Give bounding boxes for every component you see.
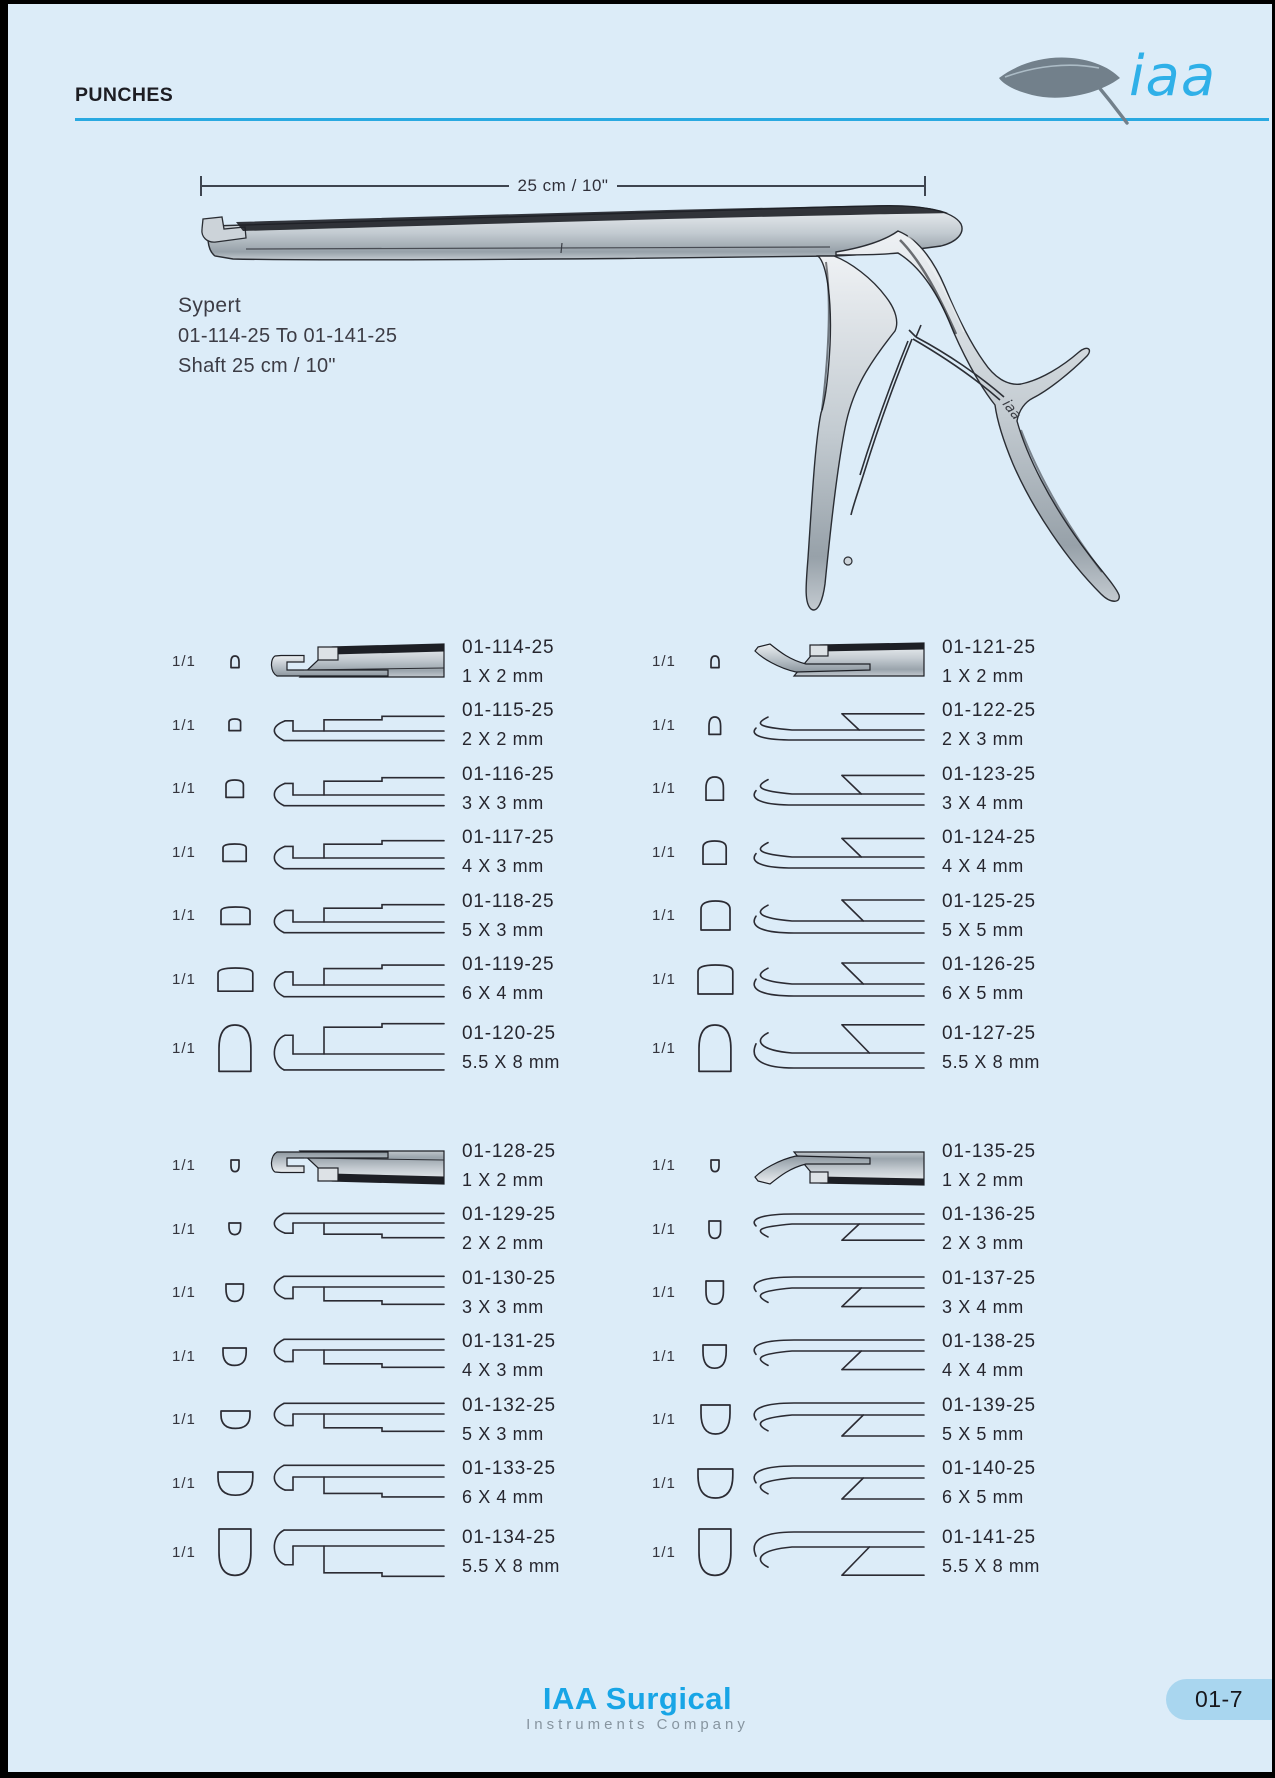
scale-label: 1/1 — [172, 1039, 196, 1057]
product-code: 01-115-25 — [462, 700, 555, 722]
product-code: 01-133-25 — [462, 1458, 556, 1480]
jaw-illustration — [266, 1263, 450, 1323]
product-code: 01-126-25 — [942, 954, 1036, 976]
product-code: 01-135-25 — [942, 1140, 1036, 1162]
product-code: 01-114-25 — [462, 636, 555, 658]
jaw-illustration — [266, 1522, 450, 1582]
scale-label: 1/1 — [652, 716, 676, 734]
jaw-illustration — [266, 632, 450, 692]
jaw-illustration — [746, 695, 930, 755]
scale-label: 1/1 — [652, 1474, 676, 1492]
product-size: 1 X 2 mm — [462, 665, 544, 686]
product-code: 01-128-25 — [462, 1140, 556, 1162]
tip-profile-icon — [688, 1343, 742, 1370]
jaw-illustration — [746, 886, 930, 946]
product-code: 01-134-25 — [462, 1527, 556, 1548]
jaw-illustration — [746, 1018, 930, 1078]
scale-label: 1/1 — [172, 1157, 196, 1175]
tip-profile-icon — [688, 1403, 742, 1436]
tip-profile-icon — [208, 1346, 262, 1367]
scale-label: 1/1 — [652, 1039, 676, 1057]
jaw-illustration — [266, 886, 450, 946]
tip-profile-icon — [688, 1279, 742, 1306]
tip-profile-icon — [688, 1219, 742, 1240]
product-code: 01-121-25 — [942, 636, 1036, 658]
product-row — [652, 821, 1132, 885]
scale-label: 1/1 — [172, 970, 196, 988]
product-row — [652, 1261, 1132, 1325]
jaw-illustration — [746, 949, 930, 1009]
product-size: 1 X 2 mm — [942, 665, 1024, 686]
product-size: 2 X 3 mm — [942, 729, 1024, 750]
tip-profile-icon — [688, 899, 742, 932]
jaw-illustration — [266, 1018, 450, 1078]
product-code: 01-124-25 — [942, 827, 1036, 849]
instrument-engraving: iaa — [998, 396, 1025, 424]
product-code: 01-130-25 — [462, 1267, 556, 1289]
product-text — [462, 700, 554, 750]
tip-profile-icon — [208, 1221, 262, 1237]
group-upbite-straight — [172, 630, 652, 1085]
instrument-moving-handle — [806, 256, 897, 610]
group-downbite-40deg — [652, 1134, 1132, 1589]
tip-profile-icon — [208, 905, 262, 926]
product-text — [462, 954, 554, 1004]
product-size: 3 X 3 mm — [462, 792, 544, 813]
tip-profile-icon — [688, 775, 742, 802]
product-size: 3 X 3 mm — [462, 1296, 544, 1317]
instrument-fixed-handle — [836, 231, 1119, 601]
jaw-illustration — [266, 1453, 450, 1513]
tip-profile-icon — [208, 1282, 262, 1303]
jaw-illustration — [266, 822, 450, 882]
jaw-illustration — [746, 759, 930, 819]
product-text — [942, 1331, 1036, 1381]
tip-profile-icon — [208, 966, 262, 993]
product-code: 01-136-25 — [942, 1204, 1036, 1226]
feather-icon — [995, 50, 1145, 132]
scale-label: 1/1 — [172, 1411, 196, 1429]
jaw-illustration — [266, 1199, 450, 1259]
product-size: 2 X 3 mm — [942, 1233, 1024, 1254]
scale-label: 1/1 — [172, 653, 196, 671]
tip-profile-icon — [208, 842, 262, 863]
product-text — [942, 764, 1036, 814]
product-row — [172, 1515, 652, 1589]
product-code: 01-141-25 — [942, 1527, 1036, 1548]
product-row — [652, 1198, 1132, 1262]
product-shaft-length: Shaft 25 cm / 10" — [178, 355, 336, 377]
product-text — [462, 1527, 560, 1577]
jaw-illustration — [266, 695, 450, 755]
product-code: 01-122-25 — [942, 700, 1036, 722]
product-text — [462, 1458, 556, 1508]
product-row — [172, 821, 652, 885]
product-code: 01-140-25 — [942, 1458, 1036, 1480]
product-size: 5.5 X 8 mm — [942, 1052, 1041, 1072]
product-size: 2 X 2 mm — [462, 1233, 544, 1254]
product-code: 01-127-25 — [942, 1023, 1036, 1044]
jaw-illustration — [746, 1199, 930, 1259]
jaw-illustration — [266, 1390, 450, 1450]
product-row — [172, 1325, 652, 1389]
tip-profile-icon — [208, 1470, 262, 1497]
product-code: 01-138-25 — [942, 1331, 1036, 1353]
jaw-illustration — [266, 759, 450, 819]
tip-profile-icon — [208, 1023, 262, 1073]
scale-label: 1/1 — [652, 780, 676, 798]
product-code: 01-120-25 — [462, 1023, 556, 1044]
scale-label: 1/1 — [652, 1157, 676, 1175]
product-row — [172, 948, 652, 1012]
product-code: 01-131-25 — [462, 1331, 556, 1353]
jaw-illustration — [746, 632, 930, 692]
tip-profile-icon — [688, 715, 742, 736]
product-size: 4 X 4 mm — [942, 856, 1024, 877]
page-frame-left — [0, 0, 8, 1778]
product-size: 6 X 5 mm — [942, 983, 1024, 1004]
jaw-illustration — [266, 1136, 450, 1196]
product-row — [172, 694, 652, 758]
tip-profile-icon — [688, 1158, 742, 1174]
tip-profile-icon — [688, 1467, 742, 1500]
scale-label: 1/1 — [172, 1474, 196, 1492]
product-size: 4 X 3 mm — [462, 856, 544, 877]
product-row — [172, 1198, 652, 1262]
group-upbite-40deg — [652, 630, 1132, 1085]
catalog-section-downbite — [172, 1134, 1182, 1589]
jaw-illustration — [746, 1522, 930, 1582]
product-size: 5.5 X 8 mm — [942, 1556, 1041, 1576]
scale-label: 1/1 — [172, 843, 196, 861]
page-frame-top — [0, 0, 1275, 4]
tip-profile-icon — [208, 654, 262, 670]
footer-tagline: Instruments Company — [526, 1716, 749, 1733]
brand-logo — [995, 40, 1245, 132]
product-size: 5 X 5 mm — [942, 919, 1024, 940]
product-text — [942, 1458, 1036, 1508]
product-row — [652, 884, 1132, 948]
product-size: 6 X 5 mm — [942, 1487, 1024, 1508]
product-row — [172, 884, 652, 948]
page-title: PUNCHES — [75, 84, 174, 106]
tip-profile-icon — [208, 1158, 262, 1174]
product-size: 6 X 4 mm — [462, 1487, 544, 1508]
product-code: 01-132-25 — [462, 1394, 556, 1416]
jaw-illustration — [266, 1326, 450, 1386]
product-row — [172, 630, 652, 694]
tip-profile-icon — [688, 654, 742, 670]
page-number-badge — [1166, 1679, 1272, 1720]
tip-profile-icon — [208, 1409, 262, 1430]
product-info — [178, 294, 397, 378]
group-downbite-straight — [172, 1134, 652, 1589]
product-code: 01-137-25 — [942, 1267, 1036, 1289]
product-code: 01-139-25 — [942, 1394, 1036, 1416]
footer-brand: IAA Surgical — [542, 1681, 733, 1716]
jaw-illustration — [746, 1326, 930, 1386]
product-code: 01-116-25 — [462, 763, 555, 785]
scale-label: 1/1 — [652, 907, 676, 925]
product-text — [942, 1395, 1036, 1445]
product-text — [942, 827, 1036, 877]
brand-logo-text: iaa — [1129, 44, 1217, 109]
instrument-tip-hook — [202, 217, 246, 242]
page-number: 01-7 — [1194, 1686, 1244, 1712]
tip-profile-icon — [208, 778, 262, 799]
product-size: 2 X 2 mm — [462, 729, 544, 750]
product-size: 1 X 2 mm — [942, 1169, 1024, 1190]
scale-label: 1/1 — [652, 1411, 676, 1429]
product-row — [652, 757, 1132, 821]
product-size: 6 X 4 mm — [462, 983, 544, 1004]
page-frame-bottom — [0, 1772, 1275, 1778]
jaw-illustration — [746, 1390, 930, 1450]
scale-label: 1/1 — [172, 907, 196, 925]
product-row — [652, 1515, 1132, 1589]
product-code: 01-129-25 — [462, 1204, 556, 1226]
scale-label: 1/1 — [172, 1284, 196, 1302]
scale-label: 1/1 — [172, 1543, 196, 1561]
product-text — [462, 1141, 556, 1191]
tip-profile-icon — [208, 717, 262, 733]
scale-label: 1/1 — [652, 843, 676, 861]
product-size: 1 X 2 mm — [462, 1169, 544, 1190]
product-text — [462, 1268, 556, 1318]
jaw-illustration — [746, 822, 930, 882]
product-size: 5 X 3 mm — [462, 1423, 544, 1444]
product-text — [942, 954, 1036, 1004]
product-size: 4 X 4 mm — [942, 1360, 1024, 1381]
product-size: 5 X 5 mm — [942, 1423, 1024, 1444]
product-text — [942, 637, 1036, 687]
product-text — [462, 1395, 556, 1445]
scale-label: 1/1 — [172, 1220, 196, 1238]
scale-label: 1/1 — [652, 1543, 676, 1561]
jaw-illustration — [746, 1453, 930, 1513]
product-text — [942, 1268, 1036, 1318]
product-code: 01-125-25 — [942, 890, 1036, 912]
product-text — [462, 1331, 556, 1381]
product-code: 01-123-25 — [942, 763, 1036, 785]
product-text — [942, 1141, 1036, 1191]
product-row — [652, 630, 1132, 694]
product-size: 3 X 4 mm — [942, 792, 1024, 813]
product-row — [652, 1011, 1132, 1085]
product-row — [652, 1452, 1132, 1516]
scale-label: 1/1 — [652, 653, 676, 671]
product-code: 01-117-25 — [462, 827, 555, 849]
product-text — [942, 1204, 1036, 1254]
product-text — [462, 1204, 556, 1254]
tip-profile-icon — [688, 1023, 742, 1073]
scale-label: 1/1 — [652, 970, 676, 988]
dimension-label: 25 cm / 10" — [517, 176, 609, 195]
product-text — [942, 1527, 1040, 1577]
scale-label: 1/1 — [652, 1284, 676, 1302]
product-row — [652, 1388, 1132, 1452]
product-text — [942, 700, 1036, 750]
jaw-illustration — [266, 949, 450, 1009]
product-text — [462, 637, 554, 687]
product-row — [172, 1011, 652, 1085]
product-row — [652, 1325, 1132, 1389]
scale-label: 1/1 — [652, 1220, 676, 1238]
product-row — [652, 948, 1132, 1012]
scale-label: 1/1 — [172, 716, 196, 734]
product-row — [172, 1134, 652, 1198]
product-text — [462, 1023, 560, 1073]
scale-label: 1/1 — [172, 780, 196, 798]
scale-label: 1/1 — [652, 1347, 676, 1365]
product-row — [172, 1388, 652, 1452]
product-size: 3 X 4 mm — [942, 1296, 1024, 1317]
jaw-illustration — [746, 1136, 930, 1196]
product-text — [942, 1023, 1040, 1073]
product-size: 4 X 3 mm — [462, 1360, 544, 1381]
product-row — [172, 1452, 652, 1516]
product-text — [462, 891, 554, 941]
product-size: 5 X 3 mm — [462, 919, 544, 940]
product-row — [172, 1261, 652, 1325]
product-text — [462, 764, 554, 814]
product-row — [652, 1134, 1132, 1198]
instrument-illustration — [195, 180, 1140, 640]
scale-label: 1/1 — [172, 1347, 196, 1365]
product-row — [652, 694, 1132, 758]
tip-profile-icon — [688, 1527, 742, 1577]
product-code: 01-119-25 — [462, 954, 555, 976]
product-size: 5.5 X 8 mm — [462, 1556, 561, 1576]
product-text — [942, 891, 1036, 941]
tip-profile-icon — [208, 1527, 262, 1577]
jaw-illustration — [746, 1263, 930, 1323]
product-code: 01-118-25 — [462, 890, 555, 912]
product-text — [462, 827, 554, 877]
tip-profile-icon — [688, 839, 742, 866]
product-row — [172, 757, 652, 821]
product-size: 5.5 X 8 mm — [462, 1052, 561, 1072]
catalog-section-upbite — [172, 630, 1182, 1085]
tip-profile-icon — [688, 963, 742, 996]
product-code-range: 01-114-25 To 01-141-25 — [178, 325, 398, 347]
product-family: Sypert — [178, 294, 242, 317]
